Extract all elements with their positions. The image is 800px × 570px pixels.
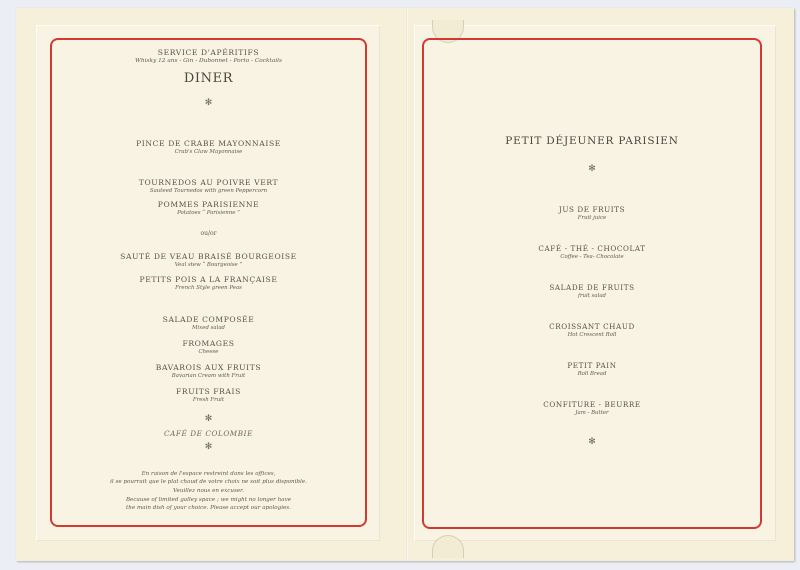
- or-label: ou/or: [200, 230, 217, 237]
- notice-english: [50, 496, 367, 513]
- notice-line: En raison de l'espace restreint dans les offices,: [141, 471, 276, 477]
- item-en: Crab's Claw Mayonnaise: [174, 149, 243, 155]
- aperitif-list: Whisky 12 ans - Gin - Dubonnet - Porto - Cocktails: [134, 58, 283, 64]
- item-en: Sauteed Tournedos with green Peppercorn: [149, 188, 268, 194]
- menu-item: [50, 363, 367, 379]
- item-en: French Style green Peas: [175, 285, 242, 291]
- item-en: Coffee - Tea- Chocolate: [560, 254, 624, 260]
- item-fr: JUS DE FRUITS: [558, 205, 626, 214]
- item-en: Fresh Fruit: [192, 397, 225, 403]
- menu-item: [422, 322, 762, 338]
- item-fr: SAUTÉ DE VEAU BRAISÉ BOURGEOISE: [120, 252, 297, 261]
- notice-french: [50, 470, 367, 495]
- item-en: Hot Crescent Roll: [567, 332, 617, 338]
- separator-star-icon: ✻: [204, 442, 213, 452]
- item-en: Roll Bread: [577, 371, 607, 377]
- item-fr: CONFITURE - BEURRE: [543, 400, 641, 409]
- separator-star-icon: ✻: [588, 437, 596, 447]
- menu-card: [16, 8, 794, 561]
- item-fr: SALADE DE FRUITS: [549, 283, 635, 292]
- item-fr: PINCE DE CRABE MAYONNAISE: [136, 139, 281, 148]
- separator-star-icon: ✻: [588, 164, 596, 174]
- item-fr: POMMES PARISIENNE: [157, 200, 260, 209]
- notice-line: Because of limited galley space ; we might no longer have: [125, 497, 292, 503]
- notice-line: the main dish of your choice. Please accept our apologies.: [126, 505, 291, 512]
- item-fr: FROMAGES: [182, 339, 235, 348]
- aperitif-heading: SERVICE D'APÉRITIFS: [157, 48, 260, 57]
- item-fr: CAFÉ - THÉ - CHOCOLAT: [538, 244, 646, 253]
- item-fr: PETITS POIS A LA FRANÇAISE: [139, 275, 278, 284]
- menu-item: [50, 315, 367, 331]
- item-fr: CROISSANT CHAUD: [549, 322, 635, 331]
- menu-item: [50, 178, 367, 194]
- menu-item: [50, 139, 367, 155]
- menu-item: [422, 205, 762, 221]
- menu-item: [50, 339, 367, 355]
- notice-line: Veuillez nous en excuser.: [173, 487, 244, 494]
- item-fr: PETIT PAIN: [567, 361, 617, 370]
- menu-item: [422, 400, 762, 416]
- item-fr: FRUITS FRAIS: [176, 387, 241, 396]
- dinner-title: DINER: [183, 71, 234, 86]
- menu-item: [50, 275, 367, 291]
- separator-star-icon: ✻: [204, 414, 213, 424]
- item-en: Fruit juice: [577, 215, 607, 221]
- menu-item: [50, 200, 367, 216]
- separator-star-icon: ✻: [204, 98, 213, 108]
- item-fr: SALADE COMPOSÉE: [162, 315, 255, 324]
- menu-item: [50, 387, 367, 403]
- item-en: Mixed salad: [191, 325, 225, 331]
- coffee-item: CAFÉ DE COLOMBIE: [164, 429, 253, 438]
- item-fr: TOURNEDOS AU POIVRE VERT: [138, 178, 279, 187]
- menu-item: [422, 283, 762, 299]
- item-fr: BAVAROIS AUX FRUITS: [155, 363, 262, 372]
- breakfast-title: PETIT DÉJEUNER PARISIEN: [505, 135, 679, 147]
- menu-item: [422, 244, 762, 260]
- item-en: Bavarian Cream with Fruit: [171, 373, 246, 379]
- item-en: Jam - Butter: [575, 410, 609, 416]
- item-en: Cheese: [198, 349, 219, 355]
- center-fold: [406, 8, 408, 561]
- menu-item: [422, 361, 762, 377]
- menu-item: [50, 252, 367, 268]
- notice-line: il se pourrait que le plat chaud de votre choix ne soit plus disponible.: [110, 479, 307, 486]
- item-en: Potatoes “ Parisienne ”: [177, 210, 240, 216]
- item-en: fruit salad: [577, 293, 607, 299]
- item-en: Veal stew “ Bourgeoise ”: [174, 262, 243, 268]
